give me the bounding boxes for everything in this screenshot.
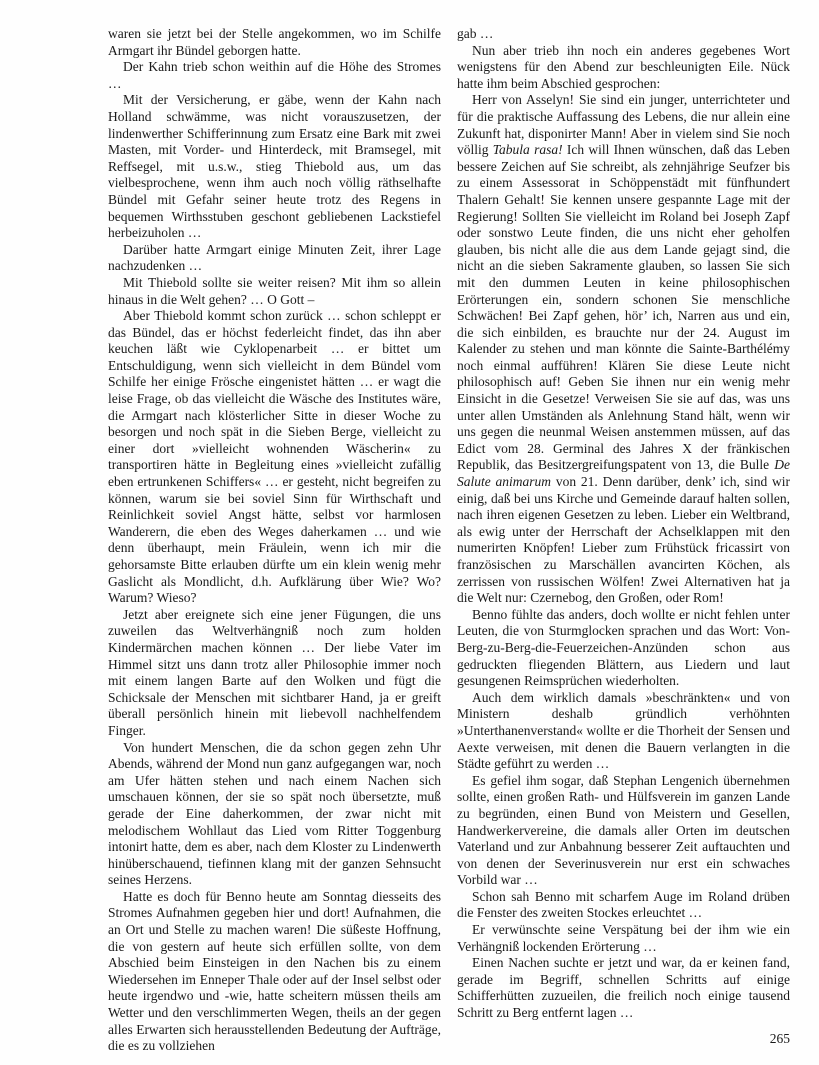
text-run: Er verwünschte seine Verspätung bei der ihm wie ein Verhängniß lockenden Erörterung … [457,922,790,954]
paragraph [108,308,441,607]
text-run: Schon sah Benno mit scharfem Auge im Roland drüben die Fenster des zweiten Stockes erleuchtet … [457,888,790,921]
paragraph [457,607,790,690]
paragraph [457,955,790,1021]
paragraph [108,59,441,92]
text-run: Hatte es doch für Benno heute am Sonntag diesseits des Stromes Aufnahmen gegeben hier und dort! Aufnahmen, die an Ort und Stelle zu machen waren! Die süßeste Hoffnung, die von gestern auf heute sich erfüllen sollte, von dem Abschied beim Einsteigen in den Nachen bis zu einem Wiedersehen im Enneper Thale oder auf der Insel selbst oder heute irgendwo und -wie, hatte scheitern müssen theils am Wetter und den verschlimmerten Wegen, theils an der gegen alles Erwarten sich herausstellenden Bedeutung der Aufträge, die es zu vollziehen [108,888,441,1054]
paragraph [108,607,441,740]
paragraph [108,275,441,308]
text-run: waren sie jetzt bei der Stelle angekommen, wo im Schilfe Armgart ihr Bündel geborgen hatte. [108,26,441,58]
paragraph [457,773,790,889]
text-run: Mit der Versicherung, er gäbe, wenn der Kahn nach Holland schwämme, was nicht vorauszusetzen, der lindenwerther Schifferinnung zum Ersatz eine Bark mit zwei Masten, mit Vorder- und Hinterdeck, mit Bramsegel, mit Reffsegel, mit u.s.w., stieg Thiebold aus, um das vielbesprochene, wenn ihm auch noch völlig räthselhafte Bündel mit Gefahr seiner heute trotz des Regens in bequemen Wirthsstuben geschont gebliebenen Lackstiefel herbeizuholen … [108,92,441,241]
right-column [457,26,790,1055]
paragraph [457,43,790,93]
paragraph [457,922,790,955]
text-run: Ich will Ihnen wünschen, daß das Leben bessere Zeichen auf Sie schreibt, als zehnjährige Seufzer bis zu einem Assessorat in Schöppenstädt mit fünfhundert Thalern Gehalt! Sie kennen unsere gespannte Lage mit der Regierung! Sollten Sie vielleicht im Roland bei Joseph Zapf oder sonstwo Leute finden, die uns nicht eher geholfen glauben, bis nicht alle die aus dem Lande gejagt sind, die nicht an die sieben Sakramente glauben, so lassen Sie sich mit den dummen Leuten in keine philosophischen Erörterungen ein, sondern schonen Sie menschliche Schwächen! Bei Zapf gehen, hör’ ich, Narren aus und ein, die sich einbilden, es brauchte nur der 24. August im Kalender zu stehen und man könnte die Sainte-Barthélémy noch einmal aufführen! Klären Sie diese Leute nicht philosophisch auf! Geben Sie ihnen nur ein wenig mehr Einsicht in die Gesetze! Verweisen Sie sie auf das, was uns unter allen Umständen als Anlehnung Stand hält, wenn wir uns gegen die neunmal Weisen anstemmen müssen, auf das Edict vom 28. Germinal des Jahres X der fränkischen Republik, das Besitzergreifungspatent von 13, die Bulle [457,142,790,473]
paragraph [457,889,790,922]
paragraph [457,92,790,606]
text-run: Einen Nachen suchte er jetzt und war, da er keinen fand, gerade im Begriff, schnellen Schritts auf einige Schifferhütten zuzueilen, die freilich noch einige tausend Schritt zu Berg entfernt lagen … [457,955,790,1021]
text-run: gab … [457,26,494,41]
text-run: Mit Thiebold sollte sie weiter reisen? Mit ihm so allein hinaus in die Welt gehen? … O Gott – [108,274,441,307]
italic-text-run: Tabula rasa! [492,142,563,158]
text-run: Aber Thiebold kommt schon zurück … schon schleppt er das Bündel, das er höchst federleicht findet, das ihn aber keuchen läßt wie Cyklopenarbeit … er bittet um Entschuldigung, wenn sich vielleicht in dem Bündel vom Schilfe her einige Frösche eingenistet hätten … er wagt die leise Frage, ob das vielleicht die Wäsche des Institutes wäre, die Armgart nach klösterlicher Sitte in dieser Woche zu besorgen und noch spät in die Sieben Berge, vielleicht zu einer dort »vielleicht wohnenden Wäscherin« zu transportiren hätte in Begleitung eines »vielleicht zufällig eben ertrunkenen Schiffers« … er gesteht, nicht begreifen zu können, warum sie bei soviel Sinn für Wirthschaft und Reinlichkeit soviel Angst hätte, selbst vor harmlosen Wanderern, die eben des Weges daherkamen … und wie denn überhaupt, mein Fräulein, wenn ich mir die gehorsamste Bitte erlauben dürfte um ein klein wenig mehr Gaslicht als Mondlicht, d.h. Aufklärung über Wie? Wo? Warum? Wieso? [108,308,441,606]
paragraph [108,26,441,59]
text-columns [108,26,790,1055]
text-run: Benno fühlte das anders, doch wollte er nicht fehlen unter Leuten, die von Sturmglocken sprachen und das Wort: Von-Berg-zu-Berg-die-Feuerzeichen-Anzünden schon aus gedruckten fliegenden Blättern, aus Liedern und laut gesungenen Reimsprüchen wiederholten. [457,606,790,689]
text-run: Der Kahn trieb schon weithin auf die Höhe des Stromes … [108,59,441,91]
text-run: Auch dem wirklich damals »beschränkten« und von Ministern deshalb gründlich verhöhnten »Unterthanenverstand« wollte er die Thorheit der Sensen und Aexte verweisen, mit denen die Bauern verlangten in die Städte geführt zu werden … [457,689,790,772]
text-run: Von hundert Menschen, die da schon gegen zehn Uhr Abends, während der Mond nun ganz aufgegangen war, noch am Ufer hätten stehen und nach einem Nachen sich umschauen können, der sie so spät noch übersetzte, muß gerade der Eine daherkommen, der zwar nicht mit melodischem Wohllaut das Lied vom Ritter Toggenburg intonirt hatte, dem es aber, nach dem Kloster zu Lindenwerth hinüberschauend, tiefinnen klang mit der ganzen Sehnsucht seines Herzens. [108,739,441,888]
paragraph [108,92,441,241]
text-run: Darüber hatte Armgart einige Minuten Zeit, ihrer Lage nachzudenken … [108,241,441,274]
paragraph [457,690,790,773]
italic-text-run: De Salute animarum [457,457,790,490]
text-run: Jetzt aber ereignete sich eine jener Fügungen, die uns zuweilen das Weltverhängniß noch zum holden Kindermärchen machen können … Der liebe Vater im Himmel sitzt uns dann trotz aller Philosophie immer noch mit einem langen Barte auf den Wolken und fügt die Schicksale der Menschen mit sichtbarer Hand, ja er greift überall persönlich hinein mit liebevoll nachhelfendem Finger. [108,606,441,738]
paragraph [108,740,441,889]
left-column [108,26,441,1055]
paragraph [108,889,441,1055]
paragraph [457,26,790,43]
text-run: von 21. Denn darüber, denk’ ich, sind wir einig, daß bei uns Kirche und Gemeinde darauf halten sollen, nach ihren eigenen Gesetzen zu leben. Lieber ein Weltbrand, als ewig unter der Herrschaft der Achselklappen mit den numerirten Knöpfen! Lieber zum Frühstück fricassirt von französischen zu Marschällen avancirten Köchen, als zerrissen von russischen Wölfen! Zwei Alternativen hat ja die Welt nur: Czernebog, den Großen, oder Rom! [457,474,791,606]
text-run: Nun aber trieb ihn noch ein anderes gegebenes Wort wenigstens für den Abend zur beschleunigten Eile. Nück hatte ihm beim Abschied gesprochen: [457,42,790,91]
text-run: Herr von Asselyn! Sie sind ein junger, unterrichteter und für die praktische Auffassung des Lebens, die nur allein eine Zukunft hat, disponirter Mann! Aber in vielem sind Sie noch völlig [457,92,790,158]
text-run: Es gefiel ihm sogar, daß Stephan Lengenich übernehmen sollte, einen großen Rath- und Hülfsverein im ganzen Lande zu begründen, einen Bund von Meistern und Gesellen, Handwerkervereine, die damals aller Orten im deutschen Vaterland und zur Anbahnung besserer Zeit auftauchten und von denen der Severinusverein nur erst ein schwaches Vorbild war … [457,772,790,888]
paragraph [108,242,441,275]
page-number: 265 [769,1031,790,1046]
